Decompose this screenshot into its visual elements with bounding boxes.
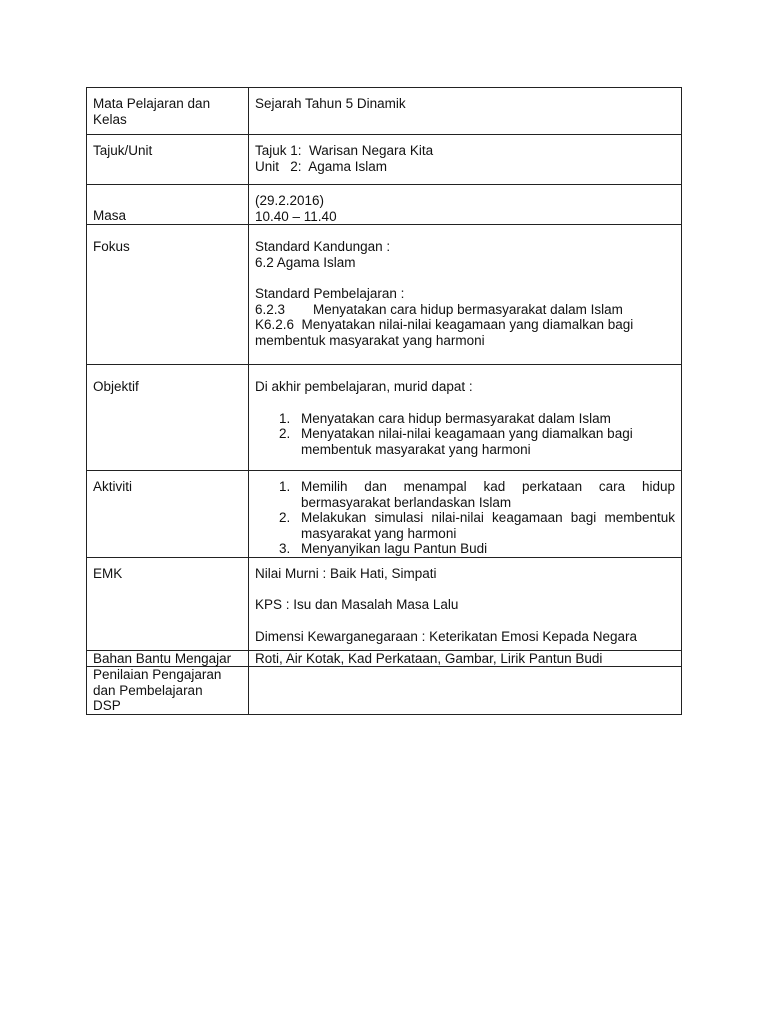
label-mata-pelajaran-line2: Kelas bbox=[93, 111, 127, 127]
list-item bbox=[255, 510, 675, 541]
list-number: 1. bbox=[279, 410, 291, 426]
label-emk bbox=[87, 557, 249, 650]
label-tajuk-text: Tajuk/Unit bbox=[93, 143, 153, 158]
value-fokus bbox=[249, 225, 682, 365]
emk-dimensi: Dimensi Kewarganegaraan : Keterikatan Emosi Kepada Negara bbox=[255, 628, 637, 644]
bahan-text: Roti, Air Kotak, Kad Perkataan, Gambar, Lirik Pantun Budi bbox=[255, 650, 603, 666]
emk-kps: KPS : Isu dan Masalah Masa Lalu bbox=[255, 597, 459, 612]
label-penilaian-line3: DSP bbox=[93, 698, 121, 713]
list-number: 1. bbox=[279, 479, 291, 494]
standard-kandungan-heading: Standard Kandungan : bbox=[255, 239, 391, 254]
value-aktiviti bbox=[249, 471, 682, 558]
list-text: Memilih dan menampal kad perkataan cara hidup bermasyarakat berlandaskan Islam bbox=[301, 479, 675, 510]
list-item bbox=[255, 411, 675, 427]
label-objektif-text: Objektif bbox=[93, 379, 139, 394]
row-aktiviti bbox=[87, 471, 682, 558]
value-mata-pelajaran bbox=[249, 88, 682, 135]
label-penilaian-line2: dan Pembelajaran bbox=[93, 682, 203, 698]
label-emk-text: EMK bbox=[93, 565, 123, 581]
standard-pembelajaran-item-2-line2: membentuk masyarakat yang harmoni bbox=[255, 332, 485, 348]
row-penilaian bbox=[87, 667, 682, 715]
label-penilaian-line1: Penilaian Pengajaran bbox=[93, 667, 222, 682]
spacer bbox=[255, 613, 675, 629]
row-objektif bbox=[87, 365, 682, 471]
standard-pembelajaran-item-2-line1: K6.2.6 Menyatakan nilai-nilai keagamaan yang diamalkan bagi bbox=[255, 317, 634, 332]
label-aktiviti bbox=[87, 471, 249, 558]
list-text: Menyatakan cara hidup bermasyarakat dalam Islam bbox=[301, 410, 611, 426]
label-tajuk bbox=[87, 135, 249, 185]
value-emk bbox=[249, 557, 682, 650]
row-fokus bbox=[87, 225, 682, 365]
row-bahan bbox=[87, 650, 682, 667]
row-mata-pelajaran bbox=[87, 88, 682, 135]
row-emk bbox=[87, 557, 682, 650]
list-item bbox=[255, 479, 675, 510]
list-item bbox=[255, 426, 675, 457]
mata-pelajaran-text: Sejarah Tahun 5 Dinamik bbox=[255, 96, 406, 111]
spacer bbox=[255, 395, 675, 411]
row-tajuk bbox=[87, 135, 682, 185]
value-bahan bbox=[249, 650, 682, 667]
masa-date: (29.2.2016) bbox=[255, 193, 325, 208]
objektif-intro: Di akhir pembelajaran, murid dapat : bbox=[255, 379, 473, 394]
label-mata-pelajaran-line1: Mata Pelajaran dan bbox=[93, 96, 211, 111]
standard-pembelajaran-heading: Standard Pembelajaran : bbox=[255, 286, 405, 301]
row-masa bbox=[87, 185, 682, 225]
list-number: 2. bbox=[279, 426, 291, 441]
standard-kandungan-value: 6.2 Agama Islam bbox=[255, 254, 356, 270]
emk-nilai-murni: Nilai Murni : Baik Hati, Simpati bbox=[255, 565, 437, 581]
label-masa-text: Masa bbox=[93, 207, 127, 223]
label-aktiviti-text: Aktiviti bbox=[93, 479, 133, 494]
value-penilaian bbox=[249, 667, 682, 715]
label-fokus bbox=[87, 225, 249, 365]
masa-time: 10.40 – 11.40 bbox=[255, 208, 337, 224]
spacer bbox=[255, 581, 675, 597]
value-masa bbox=[249, 185, 682, 225]
list-number: 2. bbox=[279, 510, 291, 525]
list-text: Menyanyikan lagu Pantun Budi bbox=[301, 541, 488, 556]
label-bahan-text: Bahan Bantu Mengajar bbox=[93, 650, 232, 666]
objektif-list bbox=[255, 411, 675, 458]
list-text: Melakukan simulasi nilai-nilai keagamaan bagi membentuk masyarakat yang harmoni bbox=[301, 510, 675, 541]
lesson-plan-table bbox=[86, 87, 682, 715]
list-text: Menyatakan nilai-nilai keagamaan yang diamalkan bagi membentuk masyarakat yang harmoni bbox=[301, 426, 633, 457]
label-bahan bbox=[87, 650, 249, 667]
aktiviti-list bbox=[255, 479, 675, 557]
label-mata-pelajaran bbox=[87, 88, 249, 135]
value-tajuk bbox=[249, 135, 682, 185]
label-fokus-text: Fokus bbox=[93, 239, 130, 254]
label-objektif bbox=[87, 365, 249, 471]
sp1-text: Menyatakan cara hidup bermasyarakat dalam Islam bbox=[313, 301, 623, 317]
label-masa bbox=[87, 185, 249, 225]
tajuk-line1: Tajuk 1: Warisan Negara Kita bbox=[255, 143, 434, 158]
label-penilaian bbox=[87, 667, 249, 715]
list-item bbox=[255, 541, 675, 557]
sp1-code: 6.2.3 bbox=[255, 301, 286, 317]
tajuk-line2: Unit 2: Agama Islam bbox=[255, 158, 388, 174]
value-objektif bbox=[249, 365, 682, 471]
standard-pembelajaran-item-1 bbox=[255, 302, 675, 318]
list-number: 3. bbox=[279, 541, 291, 556]
spacer bbox=[255, 270, 675, 286]
